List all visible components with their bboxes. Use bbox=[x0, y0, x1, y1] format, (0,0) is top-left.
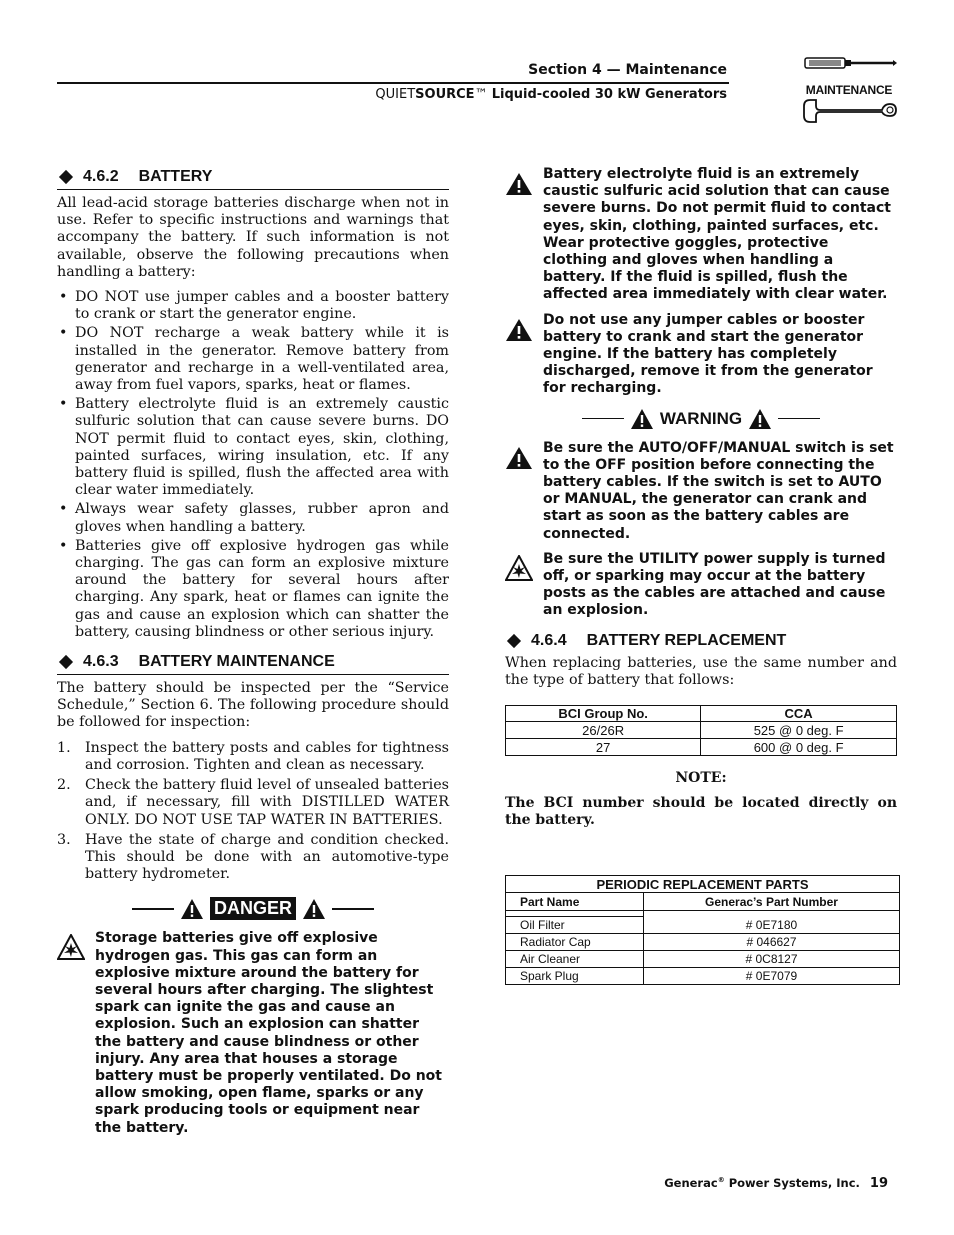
table-row bbox=[506, 951, 900, 968]
inspection-steps bbox=[57, 740, 449, 884]
list-item-text: DO NOT use jumper cables and a booster battery to crank or start the generator engine. bbox=[75, 289, 449, 323]
subtitle-brand: SOURCE bbox=[415, 87, 475, 102]
warning-triangle-icon bbox=[180, 898, 204, 920]
right-column bbox=[505, 166, 897, 985]
section-number: 4.6.4 bbox=[531, 631, 567, 649]
column-header: Generac’s Part Number bbox=[644, 893, 900, 911]
utility-power-alert bbox=[505, 551, 897, 620]
maintenance-intro: The battery should be inspected per the “Service Schedule,” Section 6. The following procedure should be followed for inspection: bbox=[57, 680, 449, 731]
list-item-text: Batteries give off explosive hydrogen gas while charging. The gas can form an explosive mixture around the battery for several hours after charging. Any spark, heat or flames can ignite the gas and cause an explosion which can shatter the battery, causing blindness or other serious injury. bbox=[75, 537, 449, 640]
step-number: 1. bbox=[57, 739, 71, 756]
document-subtitle bbox=[0, 87, 727, 102]
footer-company-rest: Power Systems, Inc. bbox=[724, 1176, 860, 1190]
explosion-hazard-icon bbox=[57, 934, 85, 960]
battery-precautions-list bbox=[57, 289, 449, 641]
part-number: # 046627 bbox=[644, 934, 900, 951]
replacement-intro: When replacing batteries, use the same number and the type of battery that follows: bbox=[505, 654, 897, 688]
alert-text: Be sure the UTILITY power supply is turned off, or sparking may occur at the battery posts as the cables are attached and cause an explosion. bbox=[543, 550, 886, 619]
note-text: The BCI number should be located directly on the battery. bbox=[505, 795, 897, 829]
part-number: # 0E7079 bbox=[644, 968, 900, 985]
step-number: 3. bbox=[57, 831, 71, 848]
periodic-replacement-parts-table bbox=[505, 875, 900, 985]
table-caption: PERIODIC REPLACEMENT PARTS bbox=[506, 876, 900, 893]
section-title: BATTERY bbox=[138, 168, 213, 185]
warning-triangle-icon bbox=[505, 172, 533, 196]
battery-intro: All lead-acid storage batteries discharge when not in use. Refer to specific instructions and warnings that accompany the battery. If such information is not available, observe the following precautions when handling a battery: bbox=[57, 195, 449, 280]
electrolyte-alert bbox=[505, 166, 897, 304]
list-item-text: Always wear safety glasses, rubber apron and gloves when handling a battery. bbox=[75, 501, 449, 535]
switch-off-alert bbox=[505, 440, 897, 543]
footer-company: Generac bbox=[664, 1176, 718, 1190]
bci-table bbox=[505, 705, 897, 756]
table-cell: 525 @ 0 deg. F bbox=[701, 722, 897, 739]
section-number: 4.6.3 bbox=[83, 653, 119, 671]
warning-label: WARNING bbox=[659, 408, 743, 428]
list-item-text: Battery electrolyte fluid is an extremely caustic sulfuric solution that can cause severe burns. DO NOT permit fluid to contact eyes, skin, clothing, painted surfaces, wiring insulation, etc. If any battery fluid is spilled, flush the affected area with clear water immediately. bbox=[75, 396, 449, 499]
alert-text: Do not use any jumper cables or booster battery to crank and start the generator engine. If the battery has completely discharged, remove it from the generator for recharging. bbox=[543, 311, 873, 397]
part-name: Air Cleaner bbox=[506, 951, 644, 968]
section-4-6-4-heading bbox=[505, 632, 897, 650]
warning-triangle-icon bbox=[505, 318, 533, 342]
warning-triangle-icon bbox=[748, 408, 772, 430]
diamond-bullet-icon bbox=[59, 170, 73, 184]
section-heading: Section 4 — Maintenance bbox=[528, 62, 727, 78]
maintenance-badge-label: MAINTENANCE bbox=[805, 83, 893, 97]
diamond-bullet-icon bbox=[507, 634, 521, 648]
warning-triangle-icon bbox=[505, 446, 533, 470]
bullet-mark: • bbox=[59, 396, 68, 413]
table-cell: 26/26R bbox=[506, 722, 701, 739]
section-4-6-2-heading bbox=[57, 168, 449, 190]
bullet-mark: • bbox=[59, 537, 68, 554]
subtitle-prefix: QUIET bbox=[375, 87, 416, 102]
section-title: BATTERY MAINTENANCE bbox=[138, 653, 335, 671]
table-header-row bbox=[506, 893, 900, 911]
danger-label: DANGER bbox=[210, 897, 296, 920]
table-cell: 600 @ 0 deg. F bbox=[701, 739, 897, 756]
step-text: Inspect the battery posts and cables for tightness and corrosion. Tighten and clean as necessary. bbox=[85, 739, 449, 773]
table-header-row bbox=[506, 706, 897, 722]
step-text: Check the battery fluid level of unsealed batteries and, if necessary, fill with DISTILLED WATER ONLY. DO NOT USE TAP WATER IN BATTERIES. bbox=[85, 777, 449, 828]
step-number: 2. bbox=[57, 777, 71, 794]
list-item bbox=[57, 740, 449, 774]
table-row bbox=[506, 917, 900, 934]
column-header: Part Name bbox=[506, 893, 644, 911]
header-rule bbox=[57, 82, 729, 84]
column-header: CCA bbox=[701, 706, 897, 722]
table-row bbox=[506, 934, 900, 951]
subtitle-rest: Liquid-cooled 30 kW Generators bbox=[491, 87, 727, 102]
part-name: Spark Plug bbox=[506, 968, 644, 985]
list-item bbox=[57, 832, 449, 884]
column-header: BCI Group No. bbox=[506, 706, 701, 722]
explosion-hazard-icon bbox=[505, 555, 533, 581]
section-number: 4.6.2 bbox=[83, 168, 119, 185]
jumper-cable-alert bbox=[505, 312, 897, 398]
alert-text: Be sure the AUTO/OFF/MANUAL switch is set to the OFF position before connecting the battery cables. If the switch is set to AUTO or MANUAL, the generator can crank and start as soon as the battery cables are connected. bbox=[543, 439, 894, 542]
table-row bbox=[506, 968, 900, 985]
banner-rule bbox=[778, 418, 820, 420]
diamond-bullet-icon bbox=[59, 655, 73, 669]
list-item bbox=[57, 396, 449, 499]
part-number: # 0E7180 bbox=[644, 917, 900, 934]
list-item bbox=[57, 777, 449, 829]
banner-rule bbox=[582, 418, 624, 420]
table-row bbox=[506, 722, 897, 739]
warning-triangle-icon bbox=[630, 408, 654, 430]
list-item bbox=[57, 538, 449, 641]
bullet-mark: • bbox=[59, 289, 68, 306]
section-4-6-3-heading bbox=[57, 653, 449, 675]
danger-banner bbox=[57, 897, 449, 920]
warning-banner bbox=[505, 408, 897, 430]
subtitle-tm: ™ bbox=[474, 87, 492, 102]
bullet-mark: • bbox=[59, 501, 68, 518]
note-heading: NOTE: bbox=[675, 770, 727, 787]
part-name: Oil Filter bbox=[506, 917, 644, 934]
table-row bbox=[506, 739, 897, 756]
banner-rule bbox=[332, 908, 374, 910]
section-title: BATTERY REPLACEMENT bbox=[586, 631, 787, 649]
warning-triangle-icon bbox=[302, 898, 326, 920]
list-item bbox=[57, 289, 449, 323]
left-column bbox=[57, 168, 449, 1145]
list-item bbox=[57, 501, 449, 535]
alert-text: Battery electrolyte fluid is an extremely caustic sulfuric acid solution that can cause severe burns. Do not permit fluid to contact eyes, skin, clothing, painted surfaces, etc. Wear protective goggles, protective clothing and gloves when handling a battery. If the fluid is spilled, flush the affected area immediately with clear water. bbox=[543, 166, 891, 303]
table-cell: 27 bbox=[595, 739, 611, 755]
part-name: Radiator Cap bbox=[506, 934, 644, 951]
list-item bbox=[57, 325, 449, 394]
danger-explosion-alert bbox=[57, 930, 449, 1136]
part-number: # 0C8127 bbox=[644, 951, 900, 968]
page-footer bbox=[0, 1176, 888, 1191]
registered-mark: ® bbox=[717, 1176, 725, 1185]
bullet-mark: • bbox=[59, 325, 68, 342]
list-item-text: DO NOT recharge a weak battery while it is installed in the generator. Remove battery from generator and recharge in a well-ventilated area, away from fuel vapors, sparks, heat or flames. bbox=[75, 325, 449, 394]
banner-rule bbox=[132, 908, 174, 910]
step-text: Have the state of charge and condition checked. This should be done with an automotive-type battery hydrometer. bbox=[85, 831, 449, 883]
danger-text: Storage batteries give off explosive hydrogen gas. This gas can form an explosive mixture around the battery for several hours after charging. The slightest spark can ignite the gas and cause an explosion. Such an explosion can shatter the battery and cause blindness or other injury. Any area that houses a storage battery must be properly ventilated. Do not allow smoking, open flame, sparks or any spark producing tools or equipment near the battery. bbox=[95, 930, 442, 1136]
page-number: 19 bbox=[869, 1176, 888, 1191]
